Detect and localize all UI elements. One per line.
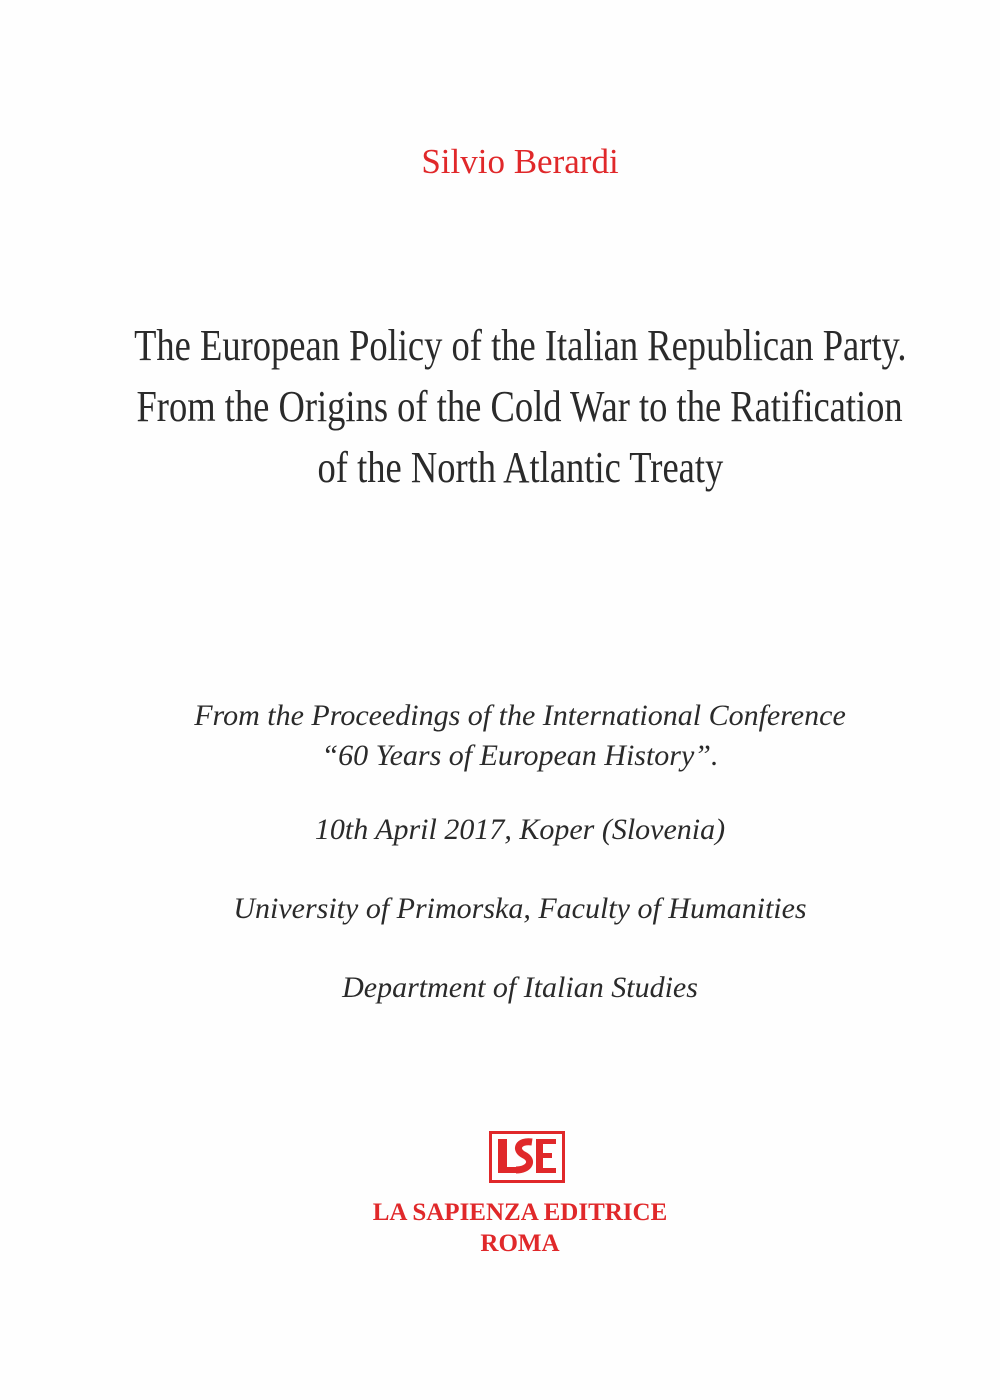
proceedings-note — [40, 696, 1000, 776]
title-line: The European Policy of the Italian Republican Party. — [133, 321, 907, 370]
title-line: of the North Atlantic Treaty — [317, 443, 723, 492]
publisher-name: LA SAPIENZA EDITRICE — [372, 1199, 668, 1226]
lse-logo-icon — [492, 1134, 562, 1180]
author-name: Silvio Berardi — [421, 142, 619, 181]
title-line: From the Origins of the Cold War to the Ratification — [136, 382, 904, 431]
publisher-logo — [489, 1131, 565, 1183]
university: University of Primorska, Faculty of Humanities — [233, 892, 807, 925]
department: Department of Italian Studies — [342, 971, 698, 1004]
proceedings-line: “60 Years of European History”. — [321, 739, 719, 772]
book-title — [40, 315, 1000, 498]
publisher — [40, 1197, 1000, 1259]
conference-date-place: 10th April 2017, Koper (Slovenia) — [314, 813, 726, 846]
proceedings-line: From the Proceedings of the International Conference — [194, 699, 846, 732]
publisher-city: ROMA — [480, 1230, 560, 1257]
